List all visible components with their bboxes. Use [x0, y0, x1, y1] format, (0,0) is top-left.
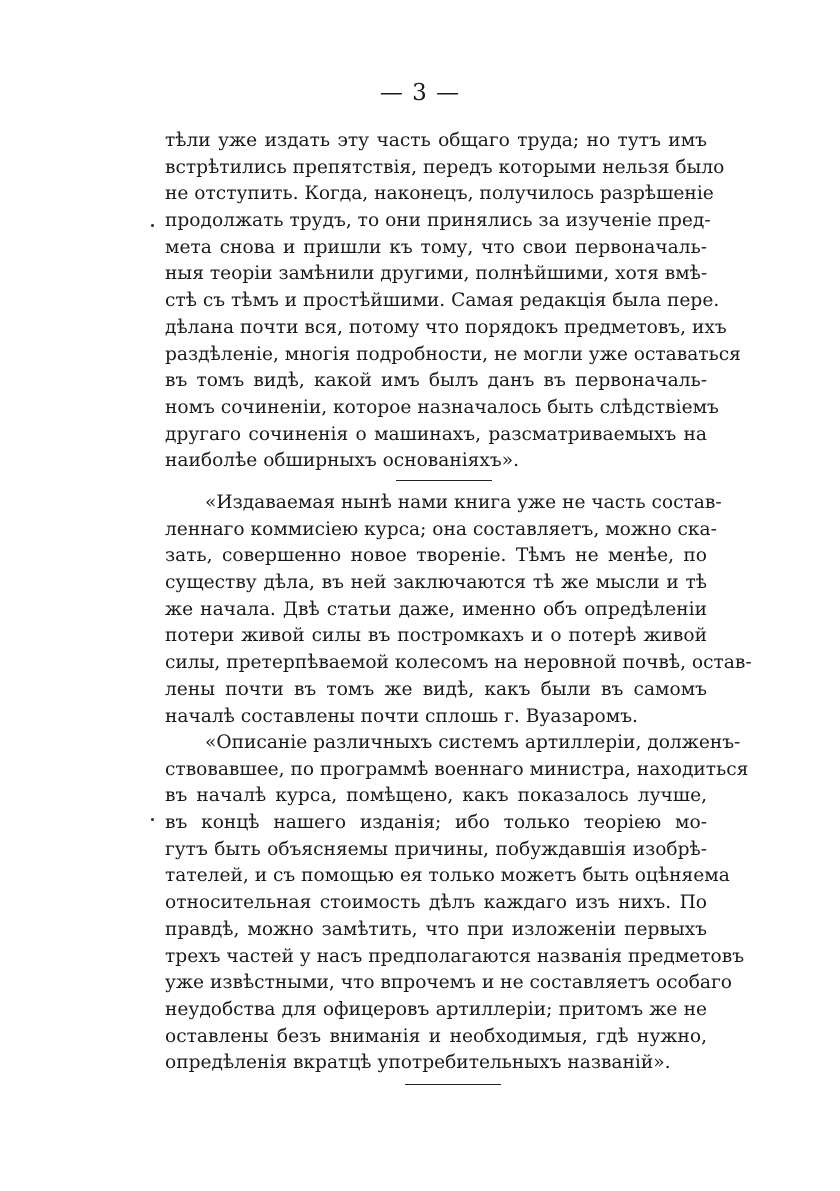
paragraph-2 [165, 490, 752, 730]
text-line: наиболѣе обширныхъ основаніяхъ». [165, 450, 520, 472]
text-line: номъ сочиненіи, которое назначалось быть слѣдствіемъ [165, 396, 719, 418]
text-line: тѣли уже издать эту часть общаго труда; но тутъ имъ [165, 130, 707, 151]
text-line: раздѣленіе, многія подробности, не могли уже оставаться [165, 343, 741, 365]
text-line: «Описаніе различныхъ системъ артиллеріи, долженъ- [205, 732, 741, 753]
text-line: же начала. Двѣ статьи даже, именно объ опредѣленіи [165, 598, 707, 620]
section-divider [396, 480, 492, 481]
text-line: гутъ быть объясняемы причины, побуждавшія изобрѣ- [165, 838, 707, 860]
text-line: не отступить. Когда, наконецъ, получилось разрѣшеніе [165, 183, 714, 205]
print-speck [151, 818, 154, 821]
text-line: лены почти въ томъ же видѣ, какъ были въ самомъ [165, 678, 707, 700]
text-line: силы, претерпѣваемой колесомъ на неровной почвѣ, остав- [165, 652, 752, 674]
text-line: другаго сочиненія о машинахъ, разсматриваемыхъ на [165, 423, 707, 445]
text-line: продолжать трудъ, то они принялись за изученіе пред- [165, 210, 711, 232]
text-line: существу дѣла, въ ней заключаются тѣ же мысли и тѣ [165, 572, 707, 594]
print-speck [151, 224, 154, 227]
text-line: леннаго коммисіею курса; она составляетъ, можно ска- [165, 518, 717, 540]
end-divider [405, 1084, 501, 1085]
text-line: дѣлана почти вся, потому что порядокъ предметовъ, ихъ [165, 316, 727, 338]
text-line: ныя теоріи замѣнили другими, полнѣйшими, хотя вмѣ- [165, 263, 708, 285]
text-line: началѣ составлены почти сплошь г. Вуазаромъ. [165, 705, 638, 727]
text-line: ствовавшее, по программѣ военнаго министра, находиться [165, 758, 749, 780]
text-line: неудобства для офицеровъ артиллеріи; притомъ же не [165, 998, 707, 1020]
text-line: въ началѣ курса, помѣщено, какъ показалось лучше, [165, 785, 707, 807]
text-line: зать, совершенно новое твореніе. Тѣмъ не менѣе, по [165, 545, 707, 567]
text-line: правдѣ, можно замѣтить, что при изложеніи первыхъ [165, 918, 707, 940]
text-line: относительная стоимость дѣлъ каждаго изъ нихъ. По [165, 892, 707, 914]
paragraph-3 [165, 730, 749, 1077]
text-line: тателей, и съ помощью ея только можетъ быть оцѣняема [165, 865, 730, 887]
text-line: трехъ частей у насъ предполагаются названія предметовъ [165, 945, 745, 967]
text-line: оставлены безъ вниманія и необходимыя, гдѣ нужно, [165, 1025, 707, 1047]
text-line: «Издаваемая нынѣ нами книга уже не часть состав- [205, 492, 722, 513]
paragraph-1 [165, 128, 741, 475]
text-line: уже извѣстными, что впрочемъ и не составляетъ особаго [165, 972, 732, 994]
text-line: въ концѣ нашего изданія; ибо только теоріею мо- [165, 812, 707, 834]
page-number: — 3 — [379, 80, 461, 106]
text-line: опредѣленія вкратцѣ употребительныхъ названій». [165, 1052, 671, 1074]
text-line: потери живой силы въ постромкахъ и о потерѣ живой [165, 625, 707, 647]
text-line: мета снова и пришли къ тому, что свои первоначаль- [165, 236, 707, 258]
text-line: встрѣтились препятствія, передъ которыми нельзя было [165, 156, 725, 178]
text-line: стѣ съ тѣмъ и простѣйшими. Самая редакція была пере. [165, 290, 720, 312]
text-line: въ томъ видѣ, какой имъ былъ данъ въ первоначаль- [165, 370, 707, 392]
